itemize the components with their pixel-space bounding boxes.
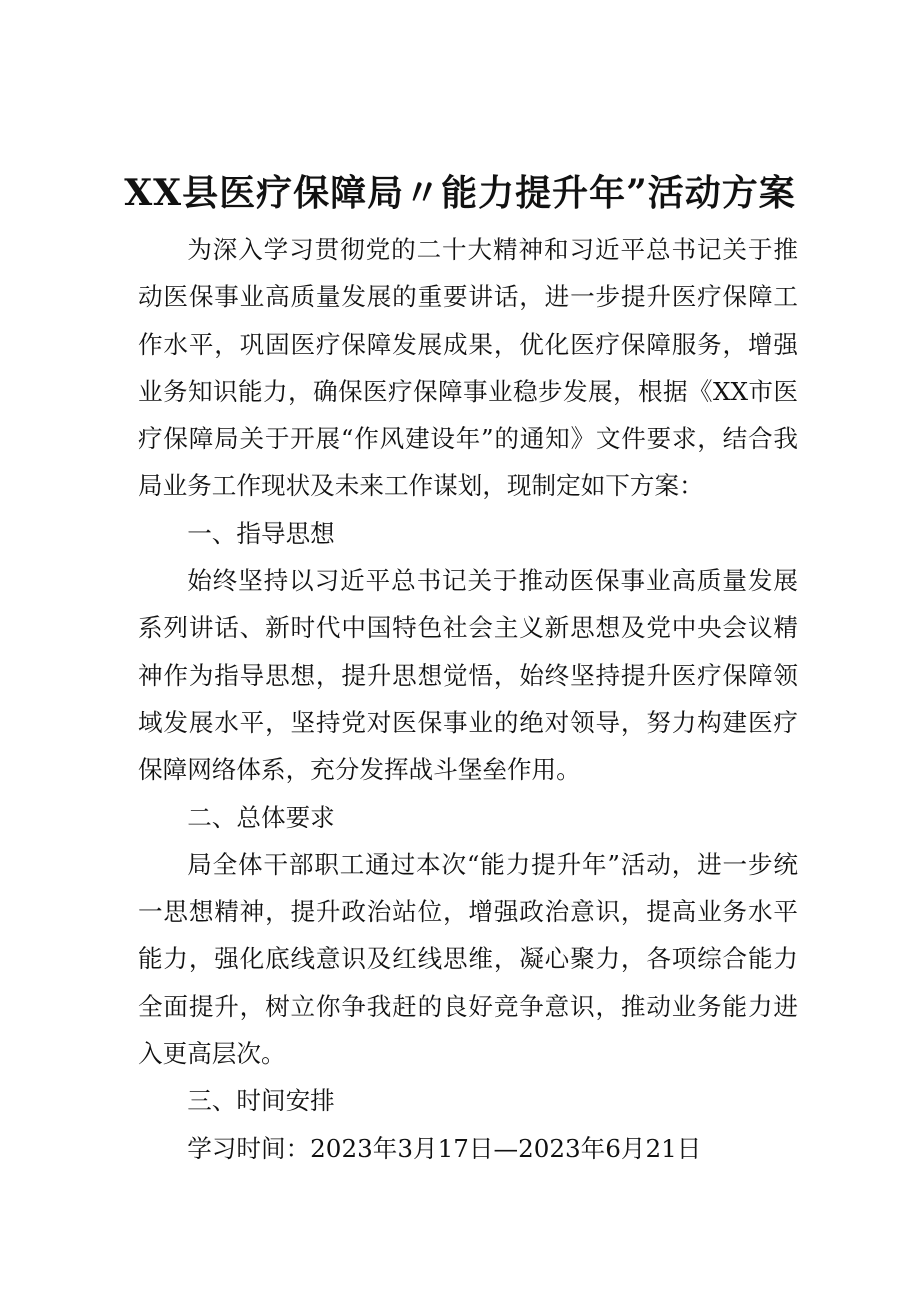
section-heading-schedule: 三、时间安排 <box>187 1086 335 1116</box>
section-heading-overall-requirements: 二、总体要求 <box>187 802 335 832</box>
document-title: XX县医疗保障局〃能力提升年”活动方案 <box>124 172 796 214</box>
overall-requirements-paragraph: 局全体干部职工通过本次“能力提升年”活动，进一步统一思想精神，提升政治站位，增强政治意识，提高业务水平能力，强化底线意识及红线思维，凝心聚力，各项综合能力全面提升，树立你争我赶的良好竞争意识，推动业务能力进入更高层次。 <box>138 849 798 1069</box>
guiding-ideology-paragraph: 始终坚持以习近平总书记关于推动医保事业高质量发展系列讲话、新时代中国特色社会主义新思想及党中央会议精神作为指导思想，提升思想觉悟，始终坚持提升医疗保障领域发展水平，坚持党对医保事业的绝对领导，努力构建医疗保障网络体系，充分发挥战斗堡垒作用。 <box>138 566 798 785</box>
intro-paragraph: 为深入学习贯彻党的二十大精神和习近平总书记关于推动医保事业高质量发展的重要讲话，进一步提升医疗保障工作水平，巩固医疗保障发展成果，优化医疗保障服务，增强业务知识能力，确保医疗保障事业稳步发展，根据《XX市医疗保障局关于开展“作风建设年”的通知》文件要求，结合我局业务工作现状及未来工作谋划，现制定如下方案： <box>138 235 798 501</box>
document-body <box>138 226 798 1172</box>
study-time-line: 学习时间：2023年3月17日—2023年6月21日 <box>187 1133 702 1163</box>
section-heading-guiding-ideology: 一、指导思想 <box>187 518 335 548</box>
